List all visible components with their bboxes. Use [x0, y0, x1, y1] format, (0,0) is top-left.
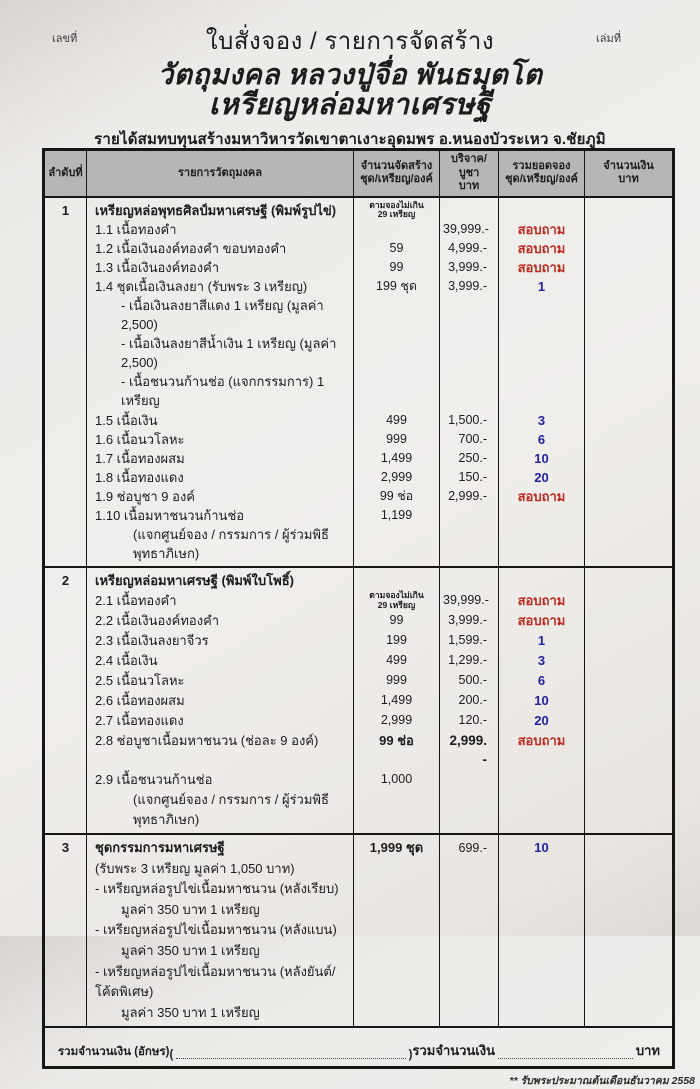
item-name-cell: 2.5 เนื้อนวโลหะ — [87, 671, 354, 691]
totals-cell — [44, 1027, 674, 1067]
quantity-cell — [354, 920, 440, 941]
item-name-cell: (รับพระ 3 เหรียญ มูลค่า 1,050 บาท) — [87, 859, 354, 880]
amount-cell — [585, 879, 674, 900]
price-cell: 150.- — [440, 468, 499, 487]
document-header — [0, 0, 700, 148]
quantity-cell: 99 ช่อ — [354, 487, 440, 506]
amount-cell — [585, 711, 674, 731]
price-cell — [440, 770, 499, 790]
quantity-cell: 1,499 — [354, 449, 440, 468]
table-row — [44, 277, 674, 296]
item-no-cell — [44, 506, 87, 525]
quantity-cell: 999 — [354, 671, 440, 691]
orders-cell — [499, 770, 585, 790]
amount-cell — [585, 900, 674, 921]
price-cell: 120.- — [440, 711, 499, 731]
quantity-cell: 99 — [354, 611, 440, 631]
quantity-cell: 2,999 — [354, 711, 440, 731]
orders-cell — [499, 197, 585, 220]
quantity-cell: ตามจองไม่เกิน 29 เหรียญ — [354, 197, 440, 220]
amount-cell — [585, 220, 674, 239]
item-no-cell — [44, 711, 87, 731]
item-name-cell: 2.2 เนื้อเงินองค์ทองคำ — [87, 611, 354, 631]
quantity-cell — [354, 859, 440, 880]
amount-cell — [585, 197, 674, 220]
table-row — [44, 449, 674, 468]
col-header-orders: รวมยอดจอง ชุด/เหรียญ/องค์ — [499, 150, 585, 197]
amount-cell — [585, 859, 674, 880]
table-row — [44, 567, 674, 591]
price-cell — [440, 1003, 499, 1028]
table-row — [44, 834, 674, 859]
item-name-cell: มูลค่า 350 บาท 1 เหรียญ — [87, 1003, 354, 1028]
table-row — [44, 220, 674, 239]
price-cell — [440, 567, 499, 591]
table-row — [44, 900, 674, 921]
item-no-cell — [44, 962, 87, 1003]
item-name-cell: 1.7 เนื้อทองผสม — [87, 449, 354, 468]
item-no-cell — [44, 691, 87, 711]
item-name-cell: 2.1 เนื้อทองคำ — [87, 591, 354, 611]
item-name-cell: มูลค่า 350 บาท 1 เหรียญ — [87, 900, 354, 921]
item-name-cell: 1.10 เนื้อมหาชนวนก้านช่อ — [87, 506, 354, 525]
amount-cell — [585, 671, 674, 691]
amount-cell — [585, 941, 674, 962]
item-no-cell — [44, 449, 87, 468]
amount-cell — [585, 334, 674, 372]
totals-line — [58, 1040, 660, 1061]
section-bodhi-leaf-coins — [44, 567, 674, 834]
amount-cell — [585, 691, 674, 711]
table-row — [44, 525, 674, 567]
quantity-cell: 1,199 — [354, 506, 440, 525]
item-name-cell: - เหรียญหล่อรูปไข่เนื้อมหาชนวน (หลังเรียบ) — [87, 879, 354, 900]
amount-cell — [585, 525, 674, 567]
table-header-row — [44, 150, 674, 197]
item-name-cell: 1.5 เนื้อเงิน — [87, 411, 354, 430]
orders-cell: 20 — [499, 711, 585, 731]
price-cell: 700.- — [440, 430, 499, 449]
col-header-index: ลำดับที่ — [44, 150, 87, 197]
price-cell: 200.- — [440, 691, 499, 711]
table-row — [44, 790, 674, 834]
amount-cell — [585, 631, 674, 651]
orders-cell — [499, 296, 585, 334]
item-no-cell — [44, 258, 87, 277]
orders-cell: 3 — [499, 411, 585, 430]
amount-cell — [585, 239, 674, 258]
item-no-cell — [44, 525, 87, 567]
quantity-cell — [354, 220, 440, 239]
amount-cell — [585, 372, 674, 410]
table-row — [44, 372, 674, 410]
form-title: ใบสั่งจอง / รายการจัดสร้าง — [205, 28, 495, 55]
quantity-cell — [354, 525, 440, 567]
item-name-cell: 1.8 เนื้อทองแดง — [87, 468, 354, 487]
price-cell: 4,999.- — [440, 239, 499, 258]
table-row — [44, 691, 674, 711]
currency-label: บาท — [635, 1042, 660, 1058]
item-name-cell: มูลค่า 350 บาท 1 เหรียญ — [87, 941, 354, 962]
orders-cell: 1 — [499, 631, 585, 651]
orders-cell: 1 — [499, 277, 585, 296]
item-no-cell — [44, 611, 87, 631]
amount-cell — [585, 506, 674, 525]
quantity-cell — [354, 900, 440, 921]
item-name-cell: 2.7 เนื้อทองแดง — [87, 711, 354, 731]
quantity-cell — [354, 962, 440, 1003]
item-name-cell: 2.8 ช่อบูชาเนื้อมหาชนวน (ช่อละ 9 องค์) — [87, 731, 354, 771]
book-number-label: เล่มที่ — [596, 33, 622, 45]
price-cell — [440, 962, 499, 1003]
orders-cell: สอบถาม — [499, 239, 585, 258]
quantity-cell — [354, 567, 440, 591]
price-cell — [440, 506, 499, 525]
price-cell — [440, 525, 499, 567]
col-header-price: บริจาค/บูชา บาท — [440, 150, 499, 197]
item-no-cell — [44, 296, 87, 334]
item-name-cell: - เนื้อชนวนก้านช่อ (แจกกรรมการ) 1 เหรียญ — [87, 372, 354, 410]
orders-cell: สอบถาม — [499, 220, 585, 239]
item-name-cell: (แจกศูนย์จอง / กรรมการ / ผู้ร่วมพิธีพุทธาภิเษก) — [87, 790, 354, 834]
total-amount-label: รวมจำนวนเงิน — [412, 1042, 495, 1058]
item-name-cell: - เหรียญหล่อรูปไข่เนื้อมหาชนวน (หลังยันต์/โค้ดพิเศษ) — [87, 962, 354, 1003]
price-cell: 3,999.- — [440, 258, 499, 277]
amount-cell — [585, 411, 674, 430]
quantity-cell: 59 — [354, 239, 440, 258]
item-no-cell — [44, 900, 87, 921]
item-name-cell: 1.6 เนื้อนวโลหะ — [87, 430, 354, 449]
item-name-cell: เหรียญหล่อพุทธศิลป์มหาเศรษฐี (พิมพ์รูปไข่) — [87, 197, 354, 220]
amount-cell — [585, 277, 674, 296]
table-row — [44, 197, 674, 220]
table-row — [44, 859, 674, 880]
orders-cell — [499, 1003, 585, 1028]
price-cell — [440, 372, 499, 410]
orders-cell: 20 — [499, 468, 585, 487]
amount-in-words-blank — [176, 1047, 405, 1059]
quantity-cell — [354, 372, 440, 410]
amount-cell — [585, 834, 674, 859]
table-row — [44, 411, 674, 430]
price-cell: 250.- — [440, 449, 499, 468]
doc-number-label: เลขที่ — [52, 33, 78, 45]
item-name-cell: 1.2 เนื้อเงินองค์ทองคำ ขอบทองคำ — [87, 239, 354, 258]
price-cell: 500.- — [440, 671, 499, 691]
amount-cell — [585, 1003, 674, 1028]
item-no-cell — [44, 920, 87, 941]
orders-cell — [499, 920, 585, 941]
delivery-note: ** รับพระประมาณต้นเดือนธันวาคม 2558 — [509, 1074, 695, 1087]
orders-cell — [499, 525, 585, 567]
amount-in-words-label: รวมจำนวนเงิน (อักษร) — [58, 1045, 170, 1058]
item-no-cell — [44, 430, 87, 449]
section-oval-coins — [44, 197, 674, 568]
orders-cell — [499, 941, 585, 962]
quantity-cell: 99 ช่อ — [354, 731, 440, 771]
price-cell: 1,500.- — [440, 411, 499, 430]
item-name-cell: (แจกศูนย์จอง / กรรมการ / ผู้ร่วมพิธีพุทธาภิเษก) — [87, 525, 354, 567]
table-row — [44, 487, 674, 506]
price-cell — [440, 296, 499, 334]
orders-cell: สอบถาม — [499, 611, 585, 631]
item-no-cell — [44, 591, 87, 611]
quantity-cell — [354, 790, 440, 834]
amount-cell — [585, 962, 674, 1003]
orders-cell: 10 — [499, 449, 585, 468]
item-no-cell — [44, 631, 87, 651]
quantity-cell: ตามจองไม่เกิน 29 เหรียญ — [354, 591, 440, 611]
price-cell: 39,999.- — [440, 220, 499, 239]
item-no-cell — [44, 731, 87, 771]
col-header-quantity: จำนวนจัดสร้าง ชุด/เหรียญ/องค์ — [354, 150, 440, 197]
price-cell — [440, 879, 499, 900]
amount-cell — [585, 920, 674, 941]
price-cell — [440, 197, 499, 220]
amount-cell — [585, 591, 674, 611]
item-name-cell: 2.3 เนื้อเงินลงยาจีวร — [87, 631, 354, 651]
table-row — [44, 334, 674, 372]
item-no-cell — [44, 372, 87, 410]
table-row — [44, 506, 674, 525]
quantity-cell: 1,000 — [354, 770, 440, 790]
quantity-cell: 1,999 ชุด — [354, 834, 440, 859]
orders-cell — [499, 567, 585, 591]
quantity-cell: 499 — [354, 411, 440, 430]
item-no-cell: 2 — [44, 567, 87, 591]
item-no-cell — [44, 468, 87, 487]
amount-cell — [585, 731, 674, 771]
quantity-cell: 499 — [354, 651, 440, 671]
price-cell — [440, 900, 499, 921]
item-no-cell — [44, 671, 87, 691]
quantity-cell — [354, 879, 440, 900]
item-no-cell — [44, 334, 87, 372]
amount-cell — [585, 790, 674, 834]
table-row — [44, 711, 674, 731]
orders-cell: สอบถาม — [499, 591, 585, 611]
item-name-cell: 1.3 เนื้อเงินองค์ทองคำ — [87, 258, 354, 277]
price-cell: 1,299.- — [440, 651, 499, 671]
col-header-amount: จำนวนเงิน บาท — [585, 150, 674, 197]
price-cell — [440, 941, 499, 962]
orders-cell — [499, 790, 585, 834]
orders-cell: สอบถาม — [499, 731, 585, 771]
item-no-cell — [44, 941, 87, 962]
table-row — [44, 671, 674, 691]
quantity-cell: 1,499 — [354, 691, 440, 711]
amount-cell — [585, 770, 674, 790]
table-row — [44, 468, 674, 487]
item-name-cell: 1.1 เนื้อทองคำ — [87, 220, 354, 239]
totals-row — [44, 1027, 674, 1067]
item-name-cell: 2.9 เนื้อชนวนก้านช่อ — [87, 770, 354, 790]
table-row — [44, 879, 674, 900]
table-row — [44, 591, 674, 611]
price-cell: 3,999.- — [440, 611, 499, 631]
paren-open: ( — [169, 1048, 174, 1061]
price-cell — [440, 859, 499, 880]
item-name-cell: เหรียญหล่อมหาเศรษฐี (พิมพ์ใบโพธิ์) — [87, 567, 354, 591]
table-row — [44, 430, 674, 449]
item-name-cell: 2.6 เนื้อทองผสม — [87, 691, 354, 711]
price-cell — [440, 334, 499, 372]
item-no-cell — [44, 220, 87, 239]
orders-cell: 10 — [499, 691, 585, 711]
price-cell: 39,999.- — [440, 591, 499, 611]
orders-cell: 10 — [499, 834, 585, 859]
item-name-cell: - เหรียญหล่อรูปไข่เนื้อมหาชนวน (หลังแบน) — [87, 920, 354, 941]
table-row — [44, 920, 674, 941]
quantity-cell: 999 — [354, 430, 440, 449]
table-row — [44, 296, 674, 334]
table-row — [44, 1003, 674, 1028]
orders-cell: สอบถาม — [499, 258, 585, 277]
col-header-item: รายการวัตถุมงคล — [87, 150, 354, 197]
orders-cell — [499, 506, 585, 525]
order-items-table — [42, 148, 675, 1069]
price-cell: 3,999.- — [440, 277, 499, 296]
quantity-cell: 99 — [354, 258, 440, 277]
item-no-cell — [44, 239, 87, 258]
orders-cell — [499, 962, 585, 1003]
table-row — [44, 239, 674, 258]
item-no-cell — [44, 411, 87, 430]
item-no-cell — [44, 487, 87, 506]
price-cell: 2,999.- — [440, 487, 499, 506]
amount-cell — [585, 296, 674, 334]
price-cell — [440, 790, 499, 834]
item-no-cell: 3 — [44, 834, 87, 859]
table-row — [44, 941, 674, 962]
item-no-cell — [44, 277, 87, 296]
item-name-cell: ชุดกรรมการมหาเศรษฐี — [87, 834, 354, 859]
orders-cell — [499, 900, 585, 921]
amount-cell — [585, 651, 674, 671]
item-no-cell — [44, 859, 87, 880]
table-header — [44, 150, 674, 197]
item-no-cell — [44, 770, 87, 790]
quantity-cell: 199 — [354, 631, 440, 651]
totals-row-group — [44, 1027, 674, 1067]
orders-cell: สอบถาม — [499, 487, 585, 506]
amount-cell — [585, 449, 674, 468]
item-no-cell — [44, 1003, 87, 1028]
price-cell: 1,599.- — [440, 631, 499, 651]
fundraising-subtitle: รายได้สมทบทุนสร้างมหาวิหารวัดเขาตาเงาะอุดมพร อ.หนองบัวระเหว จ.ชัยภูมิ — [94, 131, 606, 148]
quantity-cell — [354, 941, 440, 962]
section-committee-set — [44, 834, 674, 1027]
quantity-cell — [354, 1003, 440, 1028]
product-title-line1: วัตถุมงคล หลวงปู่จื่อ พันธมุตโต — [157, 60, 543, 91]
item-no-cell — [44, 651, 87, 671]
amount-cell — [585, 611, 674, 631]
paren-close: ) — [408, 1048, 413, 1061]
quantity-cell: 199 ชุด — [354, 277, 440, 296]
orders-cell — [499, 859, 585, 880]
item-name-cell: 2.4 เนื้อเงิน — [87, 651, 354, 671]
table-row — [44, 962, 674, 1003]
item-name-cell: - เนื้อเงินลงยาสีน้ำเงิน 1 เหรียญ (มูลค่า 2,500) — [87, 334, 354, 372]
quantity-cell: 2,999 — [354, 468, 440, 487]
quantity-cell — [354, 296, 440, 334]
amount-cell — [585, 258, 674, 277]
price-cell: 2,999. - — [440, 731, 499, 771]
table-row — [44, 651, 674, 671]
amount-cell — [585, 468, 674, 487]
table-row — [44, 770, 674, 790]
amount-cell — [585, 487, 674, 506]
table-row — [44, 631, 674, 651]
table-row — [44, 731, 674, 771]
item-name-cell: 1.9 ช่อบูชา 9 องค์ — [87, 487, 354, 506]
orders-cell — [499, 879, 585, 900]
price-cell: 699.- — [440, 834, 499, 859]
total-amount-blank — [498, 1047, 633, 1059]
item-no-cell — [44, 879, 87, 900]
price-cell — [440, 920, 499, 941]
item-no-cell — [44, 790, 87, 834]
amount-cell — [585, 430, 674, 449]
amount-cell — [585, 567, 674, 591]
item-name-cell: 1.4 ชุดเนื้อเงินลงยา (รับพระ 3 เหรียญ) — [87, 277, 354, 296]
orders-cell: 3 — [499, 651, 585, 671]
product-title-line2: เหรียญหล่อมหาเศรษฐี — [208, 89, 492, 121]
orders-cell: 6 — [499, 430, 585, 449]
orders-cell — [499, 334, 585, 372]
item-name-cell: - เนื้อเงินลงยาสีแดง 1 เหรียญ (มูลค่า 2,500) — [87, 296, 354, 334]
orders-cell — [499, 372, 585, 410]
table-row — [44, 258, 674, 277]
item-no-cell: 1 — [44, 197, 87, 220]
table-row — [44, 611, 674, 631]
orders-cell: 6 — [499, 671, 585, 691]
quantity-cell — [354, 334, 440, 372]
